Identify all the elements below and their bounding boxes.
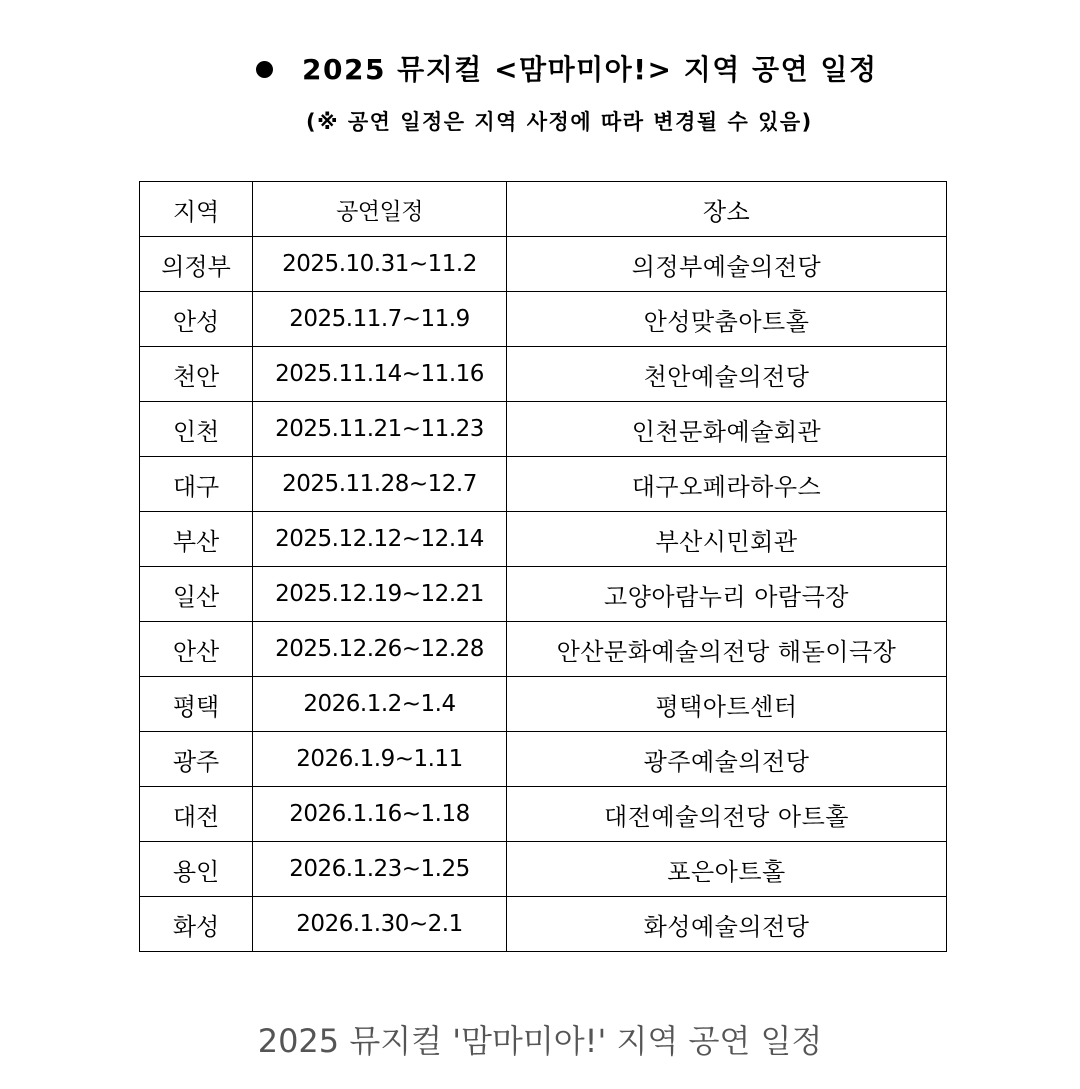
schedule-cell: 2026.1.30~2.1 (253, 897, 507, 952)
region-cell: 대구 (140, 457, 253, 512)
venue-cell: 고양아람누리 아람극장 (507, 567, 947, 622)
header-schedule: 공연일정 (253, 182, 507, 237)
schedule-cell: 2025.11.28~12.7 (253, 457, 507, 512)
table-row (140, 842, 947, 897)
schedule-cell: 2026.1.2~1.4 (253, 677, 507, 732)
table-row (140, 237, 947, 292)
venue-cell: 안산문화예술의전당 해돋이극장 (507, 622, 947, 677)
table-row (140, 512, 947, 567)
venue-cell: 화성예술의전당 (507, 897, 947, 952)
schedule-cell: 2025.12.19~12.21 (253, 567, 507, 622)
region-cell: 평택 (140, 677, 253, 732)
venue-cell: 부산시민회관 (507, 512, 947, 567)
schedule-cell: 2025.11.14~11.16 (253, 347, 507, 402)
schedule-cell: 2026.1.16~1.18 (253, 787, 507, 842)
region-cell: 안성 (140, 292, 253, 347)
venue-cell: 의정부예술의전당 (507, 237, 947, 292)
venue-cell: 광주예술의전당 (507, 732, 947, 787)
region-cell: 의정부 (140, 237, 253, 292)
table-row (140, 897, 947, 952)
page-title: 2025 뮤지컬 <맘마미아!> 지역 공연 일정 (302, 53, 878, 86)
schedule-cell: 2025.11.7~11.9 (253, 292, 507, 347)
header-region: 지역 (140, 182, 253, 237)
schedule-cell: 2026.1.9~1.11 (253, 732, 507, 787)
venue-cell: 대구오페라하우스 (507, 457, 947, 512)
table-row (140, 677, 947, 732)
heading (0, 48, 1080, 92)
region-cell: 인천 (140, 402, 253, 457)
schedule-table-body (140, 182, 947, 952)
venue-cell: 대전예술의전당 아트홀 (507, 787, 947, 842)
region-cell: 광주 (140, 732, 253, 787)
region-cell: 용인 (140, 842, 253, 897)
schedule-cell: 2025.12.12~12.14 (253, 512, 507, 567)
region-cell: 일산 (140, 567, 253, 622)
schedule-cell: 2026.1.23~1.25 (253, 842, 507, 897)
table-row (140, 292, 947, 347)
schedule-cell: 2025.10.31~11.2 (253, 237, 507, 292)
table-row (140, 457, 947, 512)
table-row (140, 732, 947, 787)
venue-cell: 포은아트홀 (507, 842, 947, 897)
bullet-icon (256, 61, 273, 78)
table-header-row (140, 182, 947, 237)
venue-cell: 평택아트센터 (507, 677, 947, 732)
venue-cell: 천안예술의전당 (507, 347, 947, 402)
schedule-cell: 2025.12.26~12.28 (253, 622, 507, 677)
table-row (140, 787, 947, 842)
header-venue: 장소 (507, 182, 947, 237)
table-row (140, 622, 947, 677)
table-row (140, 347, 947, 402)
venue-cell: 안성맞춤아트홀 (507, 292, 947, 347)
schedule-cell: 2025.11.21~11.23 (253, 402, 507, 457)
schedule-note: (※ 공연 일정은 지역 사정에 따라 변경될 수 있음) (306, 110, 813, 134)
image-caption: 2025 뮤지컬 '맘마미아!' 지역 공연 일정 (257, 1022, 823, 1060)
table-row (140, 402, 947, 457)
venue-cell: 인천문화예술회관 (507, 402, 947, 457)
region-cell: 화성 (140, 897, 253, 952)
region-cell: 대전 (140, 787, 253, 842)
table-row (140, 567, 947, 622)
region-cell: 안산 (140, 622, 253, 677)
region-cell: 부산 (140, 512, 253, 567)
schedule-table (139, 181, 947, 952)
region-cell: 천안 (140, 347, 253, 402)
